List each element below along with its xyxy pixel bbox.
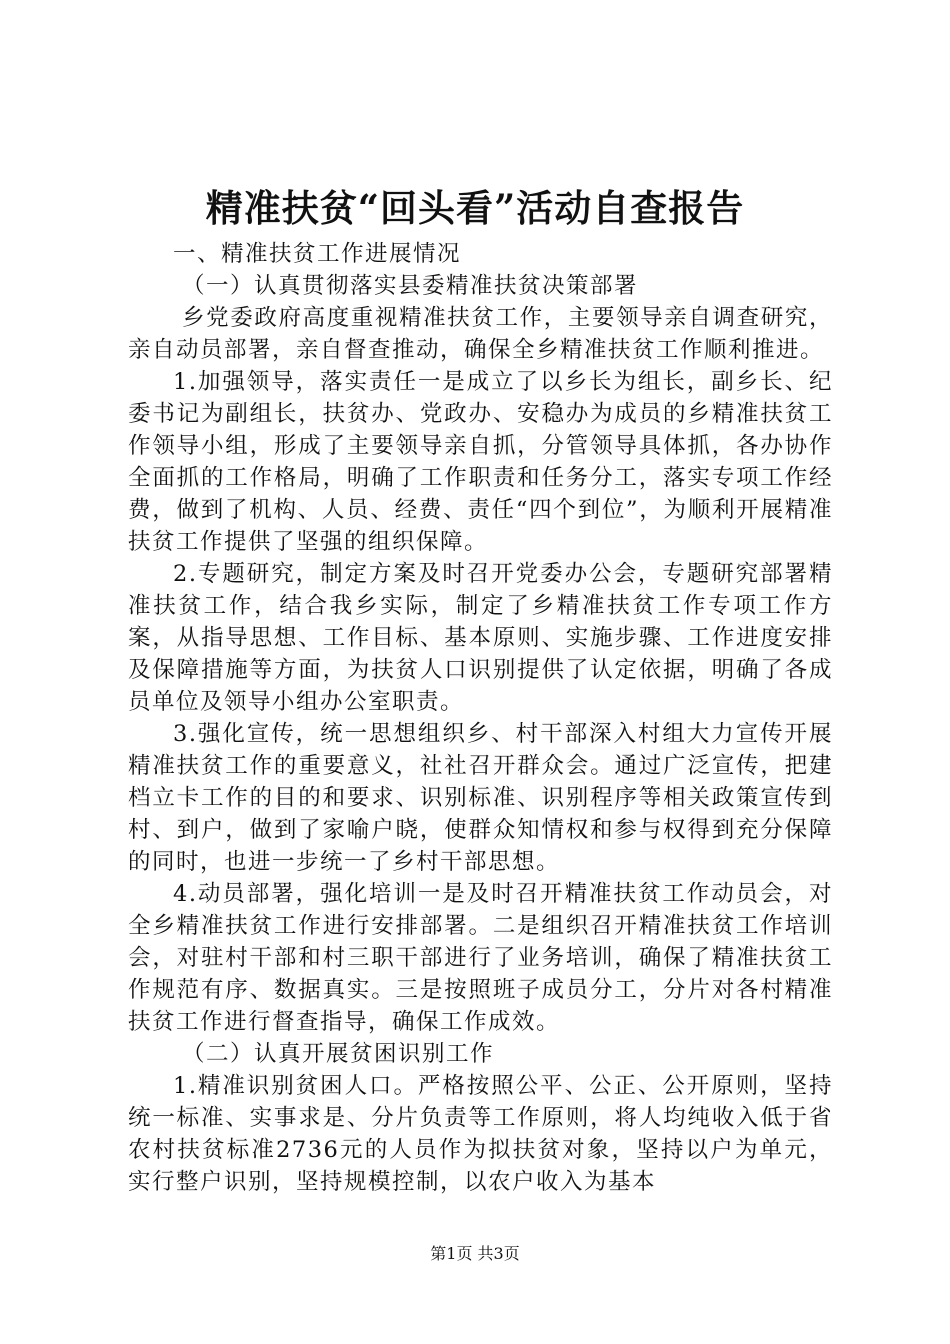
document-body	[128, 238, 833, 1198]
page-number-footer: 第1页 共3页	[430, 1244, 520, 1263]
body-paragraph: 1.精准识别贫困人口。严格按照公平、公正、公开原则，坚持统一标准、实事求是、分片负责等工作原则，将人均纯收入低于省农村扶贫标准2736元的人员作为拟扶贫对象，坚持以户为单元，实行整户识别，坚持规模控制，以农户收入为基本	[128, 1073, 833, 1195]
subsection-heading: （一）认真贯彻落实县委精准扶贫决策部署	[182, 273, 639, 299]
body-paragraph: 1.加强领导，落实责任一是成立了以乡长为组长，副乡长、纪委书记为副组长，扶贫办、党政办、安稳办为成员的乡精准扶贫工作领导小组，形成了主要领导亲自抓，分管领导具体抓，各办协作全面抓的工作格局，明确了工作职责和任务分工，落实专项工作经费，做到了机构、人员、经费、责任“四个到位”，为顺利开展精准扶贫工作提供了坚强的组织保障。	[128, 369, 833, 555]
document-title: 精准扶贫“回头看”活动自查报告	[205, 186, 745, 230]
body-paragraph: 2.专题研究，制定方案及时召开党委办公会，专题研究部署精准扶贫工作，结合我乡实际，制定了乡精准扶贫工作专项工作方案，从指导思想、工作目标、基本原则、实施步骤、工作进度安排及保障措施等方面，为扶贫人口识别提供了认定依据，明确了各成员单位及领导小组办公室职责。	[128, 561, 833, 715]
body-paragraph: 乡党委政府高度重视精准扶贫工作，主要领导亲自调查研究，亲自动员部署，亲自督查推动，确保全乡精准扶贫工作顺利推进。	[128, 305, 833, 363]
section-heading: 一、精准扶贫工作进展情况	[173, 241, 462, 267]
subsection-heading: （二）认真开展贫困识别工作	[182, 1041, 495, 1067]
body-paragraph: 4.动员部署，强化培训一是及时召开精准扶贫工作动员会，对全乡精准扶贫工作进行安排部署。二是组织召开精准扶贫工作培训会，对驻村干部和村三职干部进行了业务培训，确保了精准扶贫工作规范有序、数据真实。三是按照班子成员分工，分片对各村精准扶贫工作进行督查指导，确保工作成效。	[128, 881, 833, 1035]
body-paragraph: 3.强化宣传，统一思想组织乡、村干部深入村组大力宣传开展精准扶贫工作的重要意义，社社召开群众会。通过广泛宣传，把建档立卡工作的目的和要求、识别标准、识别程序等相关政策宣传到村、到户，做到了家喻户晓，使群众知情权和参与权得到充分保障的同时，也进一步统一了乡村干部思想。	[128, 721, 833, 875]
